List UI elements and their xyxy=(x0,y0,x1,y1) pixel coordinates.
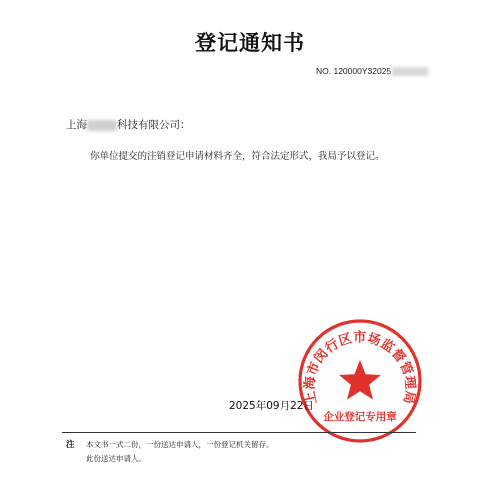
seal-star-icon xyxy=(339,360,381,400)
document-number-text: NO. 120000Y32025 xyxy=(316,66,392,76)
document-number xyxy=(316,66,428,76)
addressee xyxy=(66,117,191,132)
addressee-suffix: 科技有限公司： xyxy=(117,119,191,131)
notice-body: 你单位提交的注销登记申请材料齐全，符合法定形式，我局予以登记。 xyxy=(90,151,385,162)
redacted-company-blur xyxy=(87,120,117,131)
seal-outer-text: 上海市闵行区市场监督管理局 xyxy=(302,330,418,406)
seal-inner-text: 企业登记专用章 xyxy=(323,411,397,423)
issue-date: 2025年09月22日 xyxy=(229,400,314,412)
official-seal xyxy=(295,316,425,446)
note-line-2: 此份送达申请人。 xyxy=(86,454,146,463)
footer-divider xyxy=(62,432,416,433)
addressee-prefix: 上海 xyxy=(66,119,87,131)
note-line-1: 本文书一式二份，一份送达申请人，一份登记机关留存。 xyxy=(86,440,274,449)
document-title: 登记通知书 xyxy=(195,31,305,55)
redacted-number-blur xyxy=(392,67,428,76)
note-marker: 注 xyxy=(66,440,75,450)
